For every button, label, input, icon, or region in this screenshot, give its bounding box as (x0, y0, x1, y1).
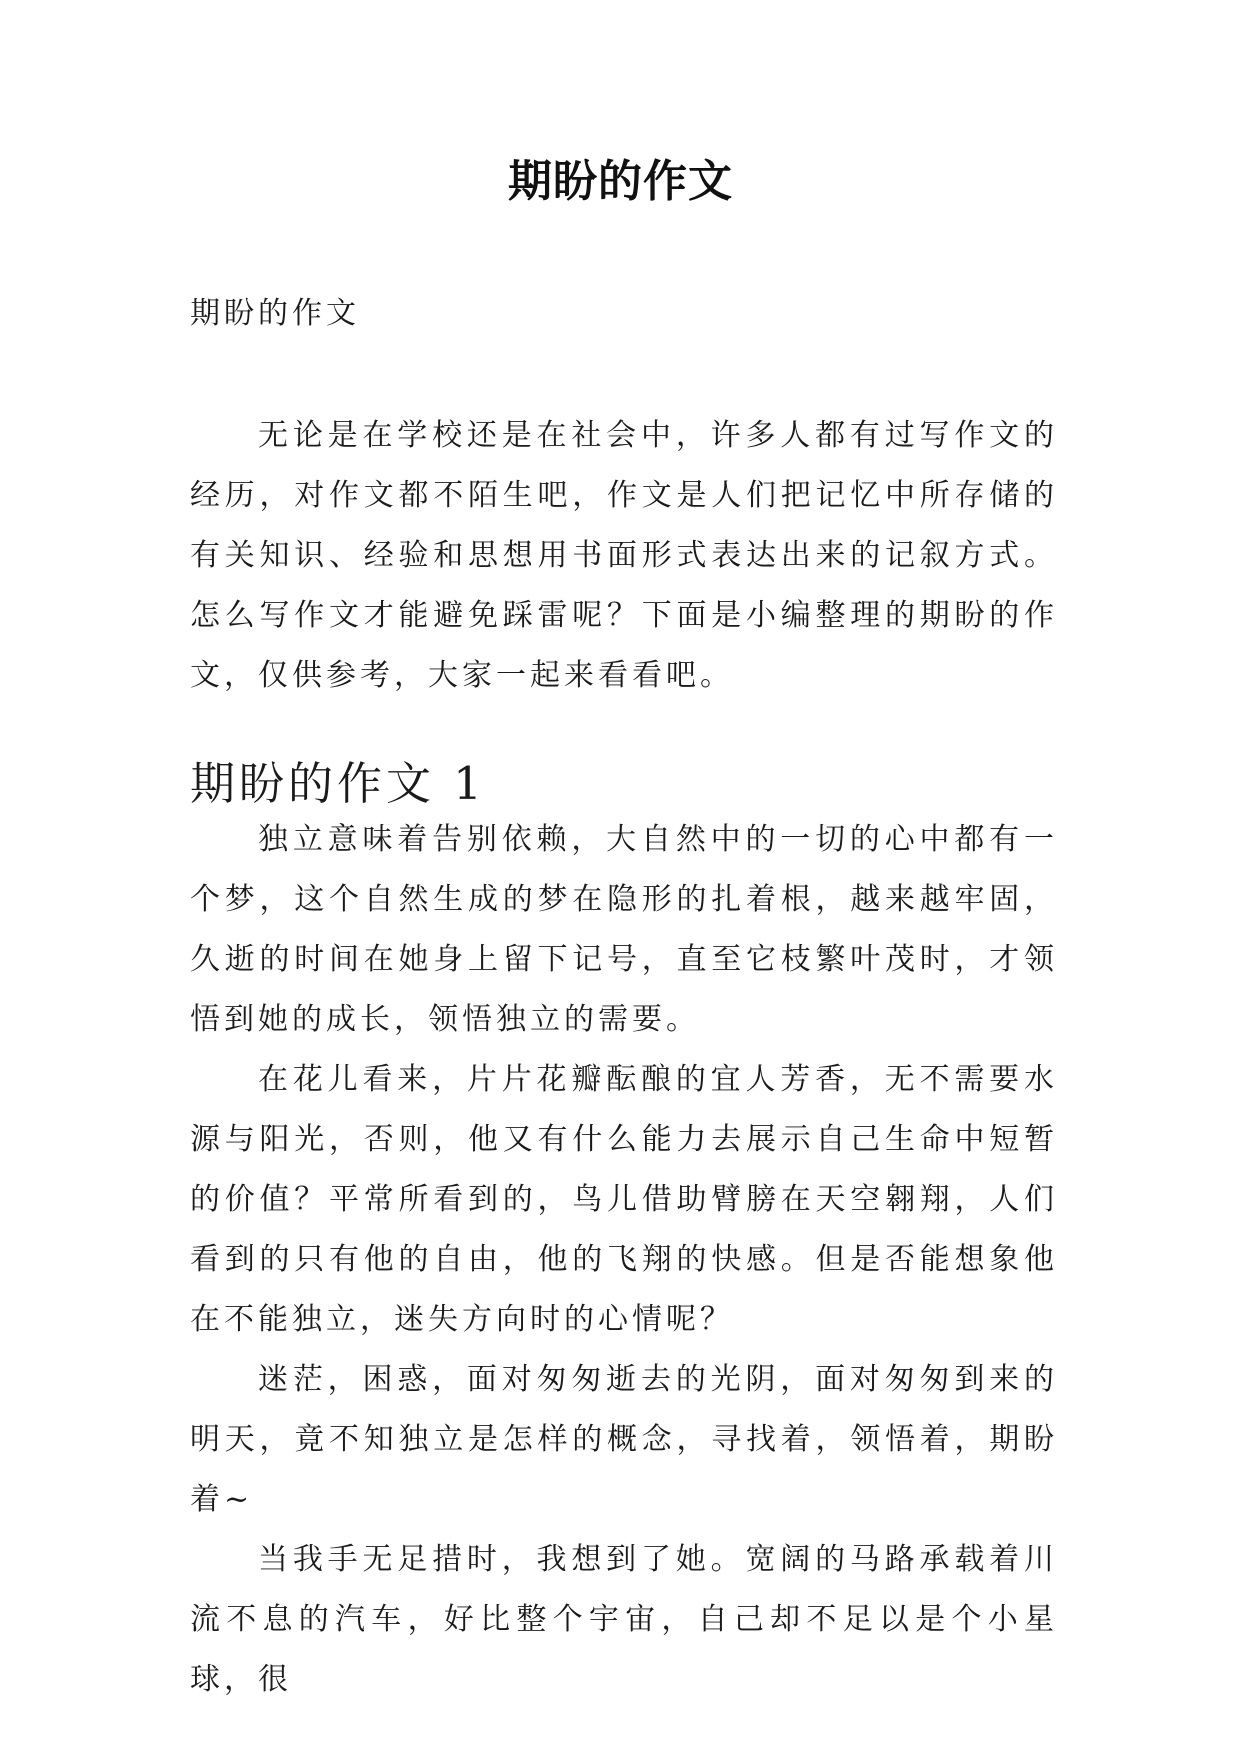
body-paragraph: 在花儿看来，片片花瓣酝酿的宜人芳香，无不需要水源与阳光，否则，他又有什么能力去展示自己生命中短暂的价值？平常所看到的，鸟儿借助臂膀在天空翱翔，人们看到的只有他的自由，他的飞翔的快感。但是否能想象他在不能独立，迷失方向时的心情呢？ (190, 1062, 1058, 1337)
body-paragraph: 迷茫，困惑，面对匆匆逝去的光阴，面对匆匆到来的明天，竟不知独立是怎样的概念，寻找着，领悟着，期盼着~ (190, 1362, 1058, 1517)
document-title: 期盼的作文 (508, 156, 733, 207)
document-subtitle: 期盼的作文 (190, 296, 360, 331)
essay-section-1 (190, 758, 1058, 1710)
intro-paragraph: 无论是在学校还是在社会中，许多人都有过写作文的经历，对作文都不陌生吧，作文是人们把记忆中所存储的有关知识、经验和思想用书面形式表达出来的记叙方式。怎么写作文才能避免踩雷呢？下面是小编整理的期盼的作文，仅供参考，大家一起来看看吧。 (190, 418, 1058, 693)
section-heading: 期盼的作文 1 (190, 757, 486, 810)
body-paragraph: 当我手无足措时，我想到了她。宽阔的马路承载着川流不息的汽车，好比整个宇宙，自己却不足以是个小星球，很 (190, 1542, 1058, 1697)
body-paragraph: 独立意味着告别依赖，大自然中的一切的心中都有一个梦，这个自然生成的梦在隐形的扎着根，越来越牢固，久逝的时间在她身上留下记号，直至它枝繁叶茂时，才领悟到她的成长，领悟独立的需要。 (190, 822, 1058, 1037)
